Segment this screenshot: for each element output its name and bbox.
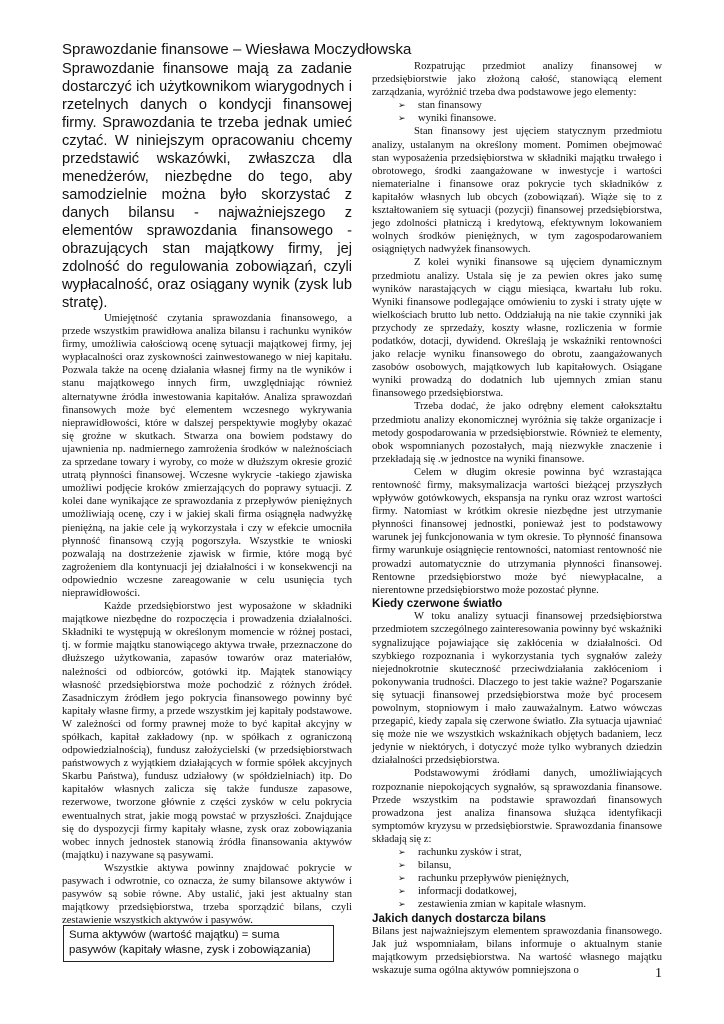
body-paragraph: Podstawowymi źródłami danych, umożliwiających rozpoznanie niepokojących sygnałów, są sprawozdania finansowe. Przede wszystkim na podstawie sprawozdań finansowych prowadzona jest analiza finansowa służąca identyfikacji symptomów kryzysu w przedsiębiorstwie. Sprawozdania finansowe składają się z: [372,768,662,845]
page-number: 1 [655,966,662,981]
formula-box [63,925,334,962]
section-heading: Kiedy czerwone światło [372,596,503,610]
body-paragraph: Wszystkie aktywa powinny znajdować pokrycie w pasywach i odwrotnie, co oznacza, że sumy bilansowe aktywów i pasywów są sobie równe. Aby ustalić, jaki jest aktualny stan majątkowy przedsiębiorstwa, trzeba sporządzić bilans, czyli zestawienie wszystkich aktywów i pasywów. [62,862,352,927]
left-column [62,312,352,927]
body-paragraph: Celem w długim okresie powinna być wzrastająca rentowność firmy, maksymalizacja wartości bieżącej przyszłych wpływów gotówkowych, ekspansja na rynku oraz wzrost wartości firmy. Natomiast w krótkim okresie niezbędne jest utrzymanie płynności finansowej jednostki, ponieważ jest to podstawowy warunek jej funkcjonowania w tym okresie. To płynność finansowa firmy warunkuje osiągnięcie rentowności, natomiast rentowność nie prowadzi automatycznie do utrzymania płynności finansowej. Rentowne przedsiębiorstwo może być niewypłacalne, a nierentowne przedsiębiorstwo może pozostać płynne. [372,466,662,596]
arrowhead-bullet-icon: ➢ [398,860,406,871]
document-title: Sprawozdanie finansowe – Wiesława Moczydłowska [62,41,412,58]
formula-line: pasywów (kapitały własne, zysk i zobowiązania) [69,943,311,956]
list-item: ➢ bilansu, [398,860,452,872]
list-item: ➢ rachunku przepływów pieniężnych, [398,873,569,885]
body-paragraph: Każde przedsiębiorstwo jest wyposażone w składniki majątkowe niezbędne do rozpoczęcia i prowadzenia działalności. Składniki te występują w określonym momencie w różnej postaci, tj. w formie majątku stanowiącego aktywa trwałe, przeznaczone do dłuższego użytkowania, zapasów towarów oraz materiałów, należności od odbiorców, gotówki itp. Majątek stanowiący własność przedsiębiorstwa może pochodzić z różnych źródeł. Zasadniczym źródłem jego pokrycia finansowego powinny być kapitały własne firmy, a przede wszystkim jej kapitały podstawowe. W zależności od formy prawnej może to być kapitał akcyjny w spółkach, kapitał zakładowy (np. w spółkach z ograniczoną odpowiedzialnością), fundusz założycielski (w przedsiębiorstwach państwowych z wyjątkiem działających w formie spółek akcyjnych Skarbu Państwa), fundusz udziałowy (w spółdzielniach) itp. Do kapitałów własnych zalicza się także fundusze zapasowe, rezerwowe, tworzone głównie z części zysków w celu pokrycia ewentualnych strat, jakie mogą powstać w przyszłości. Znajdujące się do dyspozycji firmy kapitały własne, zysk oraz zobowiązania wobec innych jednostek stanowią źródła finansowania aktywów (majątku) i nazywane są pasywami. [62,601,352,861]
right-column [372,60,662,977]
list-item: ➢ informacji dodatkowej, [398,886,517,898]
arrowhead-bullet-icon: ➢ [398,873,406,884]
body-paragraph: Bilans jest najważniejszym elementem sprawozdania finansowego. Jak już wspomniałam, bilans informuje o aktualnym stanie majątkowym przedsiębiorstwa. Na wartość własnego majątku wskazuje suma ogólna aktywów pomniejszona o [372,926,662,977]
body-paragraph: W toku analizy sytuacji finansowej przedsiębiorstwa przedmiotem szczególnego zainteresowania powinny być wskaźniki sygnalizujące pojawiające się zakłócenia w działalności. Od szybkiego rozpoznania i wykorzystania tych sygnałów zależy niejednokrotnie skuteczność przeciwdziałania zakłóceniom i pokonywania trudności. Dlaczego to jest takie ważne? Pogarszanie się sytuacji finansowej przedsiębiorstwa może być procesem powolnym, stopniowym i mało zauważalnym. Łatwo wówczas przegapić, kiedy zapala się czerwone światło. Zła sytuacja ujawniać się może nie we wszystkich wskaźnikach objętych badaniem, lecz jedynie w niektórych, i dotyczyć może tylko wybranych dziedzin działalności przedsiębiorstwa. [372,611,662,767]
list-item: ➢ wyniki finansowe. [398,113,497,125]
lead-paragraph: Sprawozdanie finansowe mają za zadanie dostarczyć ich użytkownikom wiarygodnych i rzetelnych danych o kondycji finansowej firmy. Sprawozdania te trzeba jednak umieć czytać. W niniejszym opracowaniu chcemy przedstawić wskazówki, zwłaszcza dla menedżerów, niezbędne do tego, aby samodzielnie można było skorzystać z danych bilansu - najważniejszego z elementów sprawozdania finansowego - obrazujących stan majątkowy firmy, jej zdolność do regulowania zobowiązań, czyli wypłacalność, oraz osiągany wynik (zysk lub stratę). [62,61,352,311]
body-paragraph: Trzeba dodać, że jako odrębny element całokształtu przedmiotu analizy ekonomicznej wyróżnia się także organizacje i metody gospodarowania w przedsiębiorstwie. Również te elementy, obok wspomnianych pozostałych, mają niezwykłe znaczenie i przekładają się .w jednostce na wyniki finansowe. [372,401,662,465]
arrowhead-bullet-icon: ➢ [398,899,406,910]
body-paragraph: Rozpatrując przedmiot analizy finansowej w przedsiębiorstwie jako złożoną całość, stanowiącą element zarządzania, wyróżnić trzeba dwa podstawowe jego elementy: [372,61,662,99]
list-item: ➢ rachunku zysków i strat, [398,847,522,859]
arrowhead-bullet-icon: ➢ [398,847,406,858]
arrowhead-bullet-icon: ➢ [398,100,406,111]
list-item: ➢ stan finansowy [398,100,482,112]
statements-list [372,846,662,911]
body-paragraph: Stan finansowy jest ujęciem statycznym przedmiotu analizy, ustalanym na określony moment. Pomimen obejmować stan wyposażenia przedsiębiorstwa w składniki majątku trwałego i obrotowego, środki zaangażowane w inwestycje i wartości niematerialne i finansowe oraz pokrycie tych składników z kapitałów własnych lub obcych (zobowiązań). Wiąże się to z kształtowaniem się sytuacji (pozycji) finansowej przedsiębiorstwa, jego zdolności płatniczą i kredytową, efektywnym lokowaniem wolnych środków pieniężnych, w tym zagospodarowaniem osiągniętych nadwyżek finansowych. [372,126,662,256]
arrowhead-bullet-icon: ➢ [398,113,406,124]
formula-line: Suma aktywów (wartość majątku) = suma [69,929,280,941]
section-heading: Jakich danych dostarcza bilans [372,911,546,925]
elements-list [372,99,662,125]
list-item: ➢ zestawienia zmian w kapitale własnym. [398,899,586,911]
body-paragraph: Umiejętność czytania sprawozdania finansowego, a przede wszystkim prawidłowa analiza bilansu i rachunku wyników firmy, umożliwia całościową ocenę sytuacji majątkowej firmy, jej wypłacalności oraz zyskowności zainwestowanego w niej kapitału. Pozwala także na ocenę działania własnej firmy na tle wyników i stanu majątkowego innych firm, uwzględniając również alternatywne źródła inwestowania kapitałów. Analiza sprawozdań finansowych może być elementem wczesnego wykrywania nieprawidłowości, które w dalszej perspektywie mogłyby okazać się groźne w skutkach. Stwarza ona bowiem podstawy do ujawnienia np. nadmiernego zamrożenia środków w należnościach za sprzedane towary i wyroby, co może w dłuższym okresie grozić utratą płynności finansowej. Wczesne wykrycie -takiego zjawiska umożliwi podjęcie kroków zmierzających do poprawy sytuacji. Z kolei dane wynikające ze sprawozdania z przepływów pieniężnych umożliwiają ocenę, czy i w jakiej skali firma osiągnęła nadwyżkę pieniężną, na jakie cele ją wykorzystała i czy w efekcie umocniła płynność finansową czyją pogorszyła. Wszystkie te wnioski pozwalają na dostrzeżenie zjawisk w firmie, które mogą być zagrożeniem dla kontynuacji jej działalności i w konsekwencji na odpowiednio wczesne zareagowanie w celu usunięcia tych nieprawidłowości. [62,313,352,599]
body-paragraph: Z kolei wyniki finansowe są ujęciem dynamicznym przedmiotu analizy. Ustala się je za pewien okres jako sumę wyników narastających w ciągu miesiąca, kwartału lub roku. Wyniki finansowe podlegające omówieniu to zyski i straty ujęte w wielkościach brutto lub netto. Oddziałują na nie takie czynniki jak przychody ze sprzedaży, koszty własne, rozliczenia w formie podatków, dotacji, dywidend. Określają je wskaźniki rentowności jako relacje wyniku finansowego do obrotu, zaangażowanych zasobów osobowych, majątkowych lub kapitałowych. Osiągane wyniki prowadzą do dodatnich lub ujemnych zmian stanu finansowego przedsiębiorstwa. [372,257,662,400]
arrowhead-bullet-icon: ➢ [398,886,406,897]
